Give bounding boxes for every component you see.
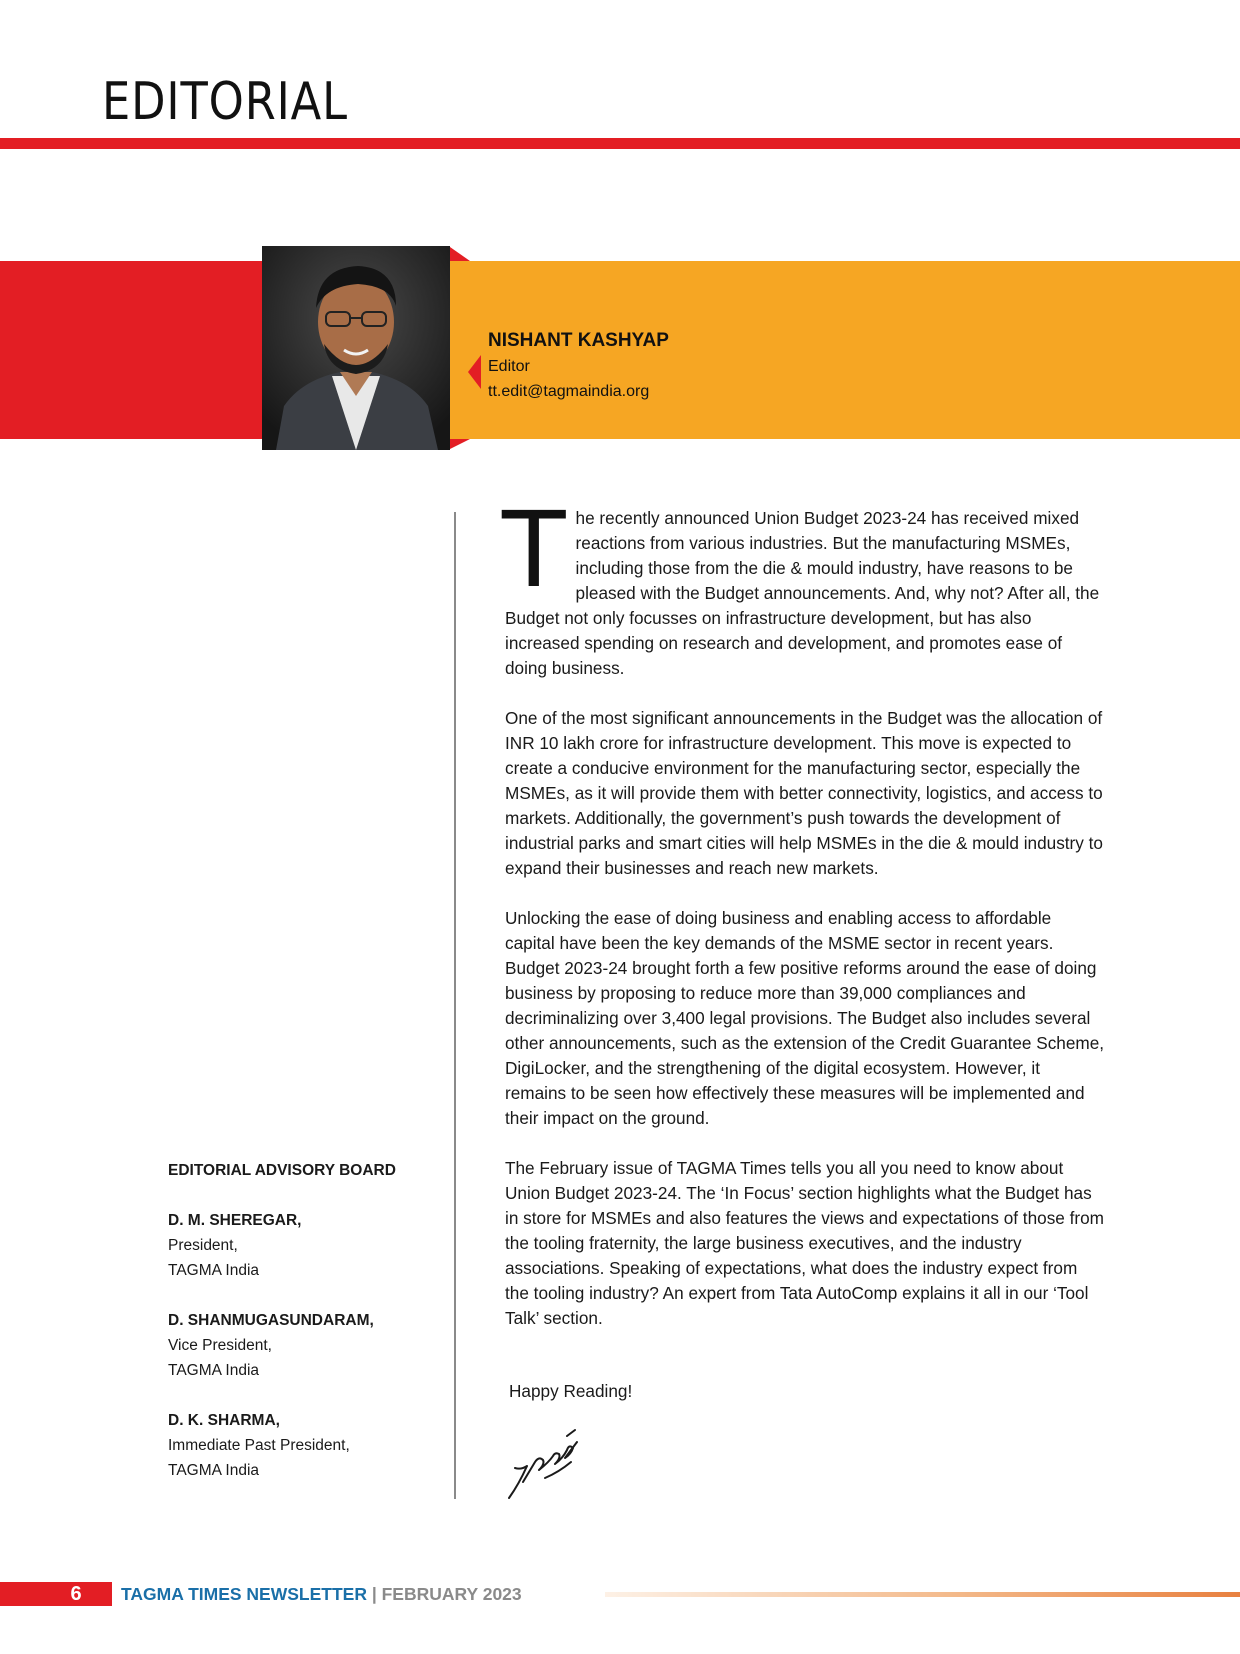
column-divider: [454, 512, 456, 1499]
footer-date: FEBRUARY 2023: [381, 1584, 522, 1604]
sign-off: Happy Reading!: [509, 1381, 633, 1401]
editorial-advisory-board: [168, 1158, 428, 1508]
editorial-article: [502, 489, 1105, 1356]
member-org: TAGMA India: [168, 1262, 260, 1279]
editor-role: Editor: [488, 358, 530, 375]
footer-separator: |: [366, 1584, 382, 1604]
accent-triangle-bottom: [450, 439, 470, 449]
board-member: [168, 1408, 428, 1483]
board-member: [168, 1208, 428, 1283]
member-org: TAGMA India: [168, 1362, 260, 1379]
editor-signature: [505, 1422, 585, 1502]
first-paragraph-text: he recently announced Union Budget 2023-24 has received mixed reactions from various industries. But the manufacturing MSMEs, including those from the die & mould industry, have reasons to be pleased with the Budget announcements. And, why not? After all, the Budget not only focusses on infrastructure development, but has also increased spending on research and development, and promotes ease of doing business.: [505, 508, 1100, 678]
member-name: D. M. SHEREGAR,: [168, 1212, 302, 1229]
article-paragraph: The February issue of TAGMA Times tells you all you need to know about Union Budget 2023-24. The ‘In Focus’ section highlights what the Budget has in store for MSMEs and also features the views and expectations of those from the tooling fraternity, the large business executives, and the industry associations. Speaking of expectations, what does the industry expect from the tooling industry? An expert from Tata AutoComp explains it all in our ‘Tool Talk’ section.: [505, 1158, 1104, 1328]
editor-photo: [262, 246, 450, 450]
member-org: TAGMA India: [168, 1462, 260, 1479]
member-role: Immediate Past President,: [168, 1437, 350, 1454]
section-title: EDITORIAL: [102, 72, 348, 132]
footer-newsletter-name: TAGMA TIMES NEWSLETTER: [121, 1584, 367, 1604]
member-role: President,: [168, 1237, 238, 1254]
drop-cap: T: [502, 489, 566, 611]
red-band: [0, 261, 262, 439]
editor-portrait-image: [262, 246, 450, 450]
board-title: EDITORIAL ADVISORY BOARD: [168, 1162, 396, 1179]
member-role: Vice President,: [168, 1337, 272, 1354]
page-number: 6: [70, 1583, 82, 1605]
footer-publication: [121, 1584, 522, 1604]
page-number-bar: [0, 1582, 112, 1606]
accent-triangle-top: [450, 247, 470, 261]
pointer-triangle-icon: [468, 355, 481, 389]
article-paragraph: [502, 489, 1105, 681]
article-paragraph: One of the most significant announcements in the Budget was the allocation of INR 10 lakh crore for infrastructure development. This move is expected to create a conducive environment for the manufacturing sector, especially the MSMEs, as it will provide them with better connectivity, logistics, and access to markets. Additionally, the government’s push towards the development of industrial parks and smart cities will help MSMEs in the die & mould industry to expand their businesses and reach new markets.: [505, 708, 1103, 878]
member-name: D. K. SHARMA,: [168, 1412, 280, 1429]
title-rule: [0, 138, 1240, 149]
member-name: D. SHANMUGASUNDARAM,: [168, 1312, 374, 1329]
footer-gradient-line: [605, 1592, 1240, 1597]
board-member: [168, 1308, 428, 1383]
editor-name: NISHANT KASHYAP: [488, 330, 669, 351]
editor-email: tt.edit@tagmaindia.org: [488, 383, 650, 400]
article-paragraph: Unlocking the ease of doing business and enabling access to affordable capital have been the key demands of the MSME sector in recent years. Budget 2023-24 brought forth a few positive reforms around the ease of doing business by proposing to reduce more than 39,000 compliances and decriminalizing over 3,400 legal provisions. The Budget also includes several other announcements, such as the extension of the Credit Guarantee Scheme, DigiLocker, and the strengthening of the digital ecosystem. However, it remains to be seen how effectively these measures will be implemented and their impact on the ground.: [505, 908, 1105, 1128]
